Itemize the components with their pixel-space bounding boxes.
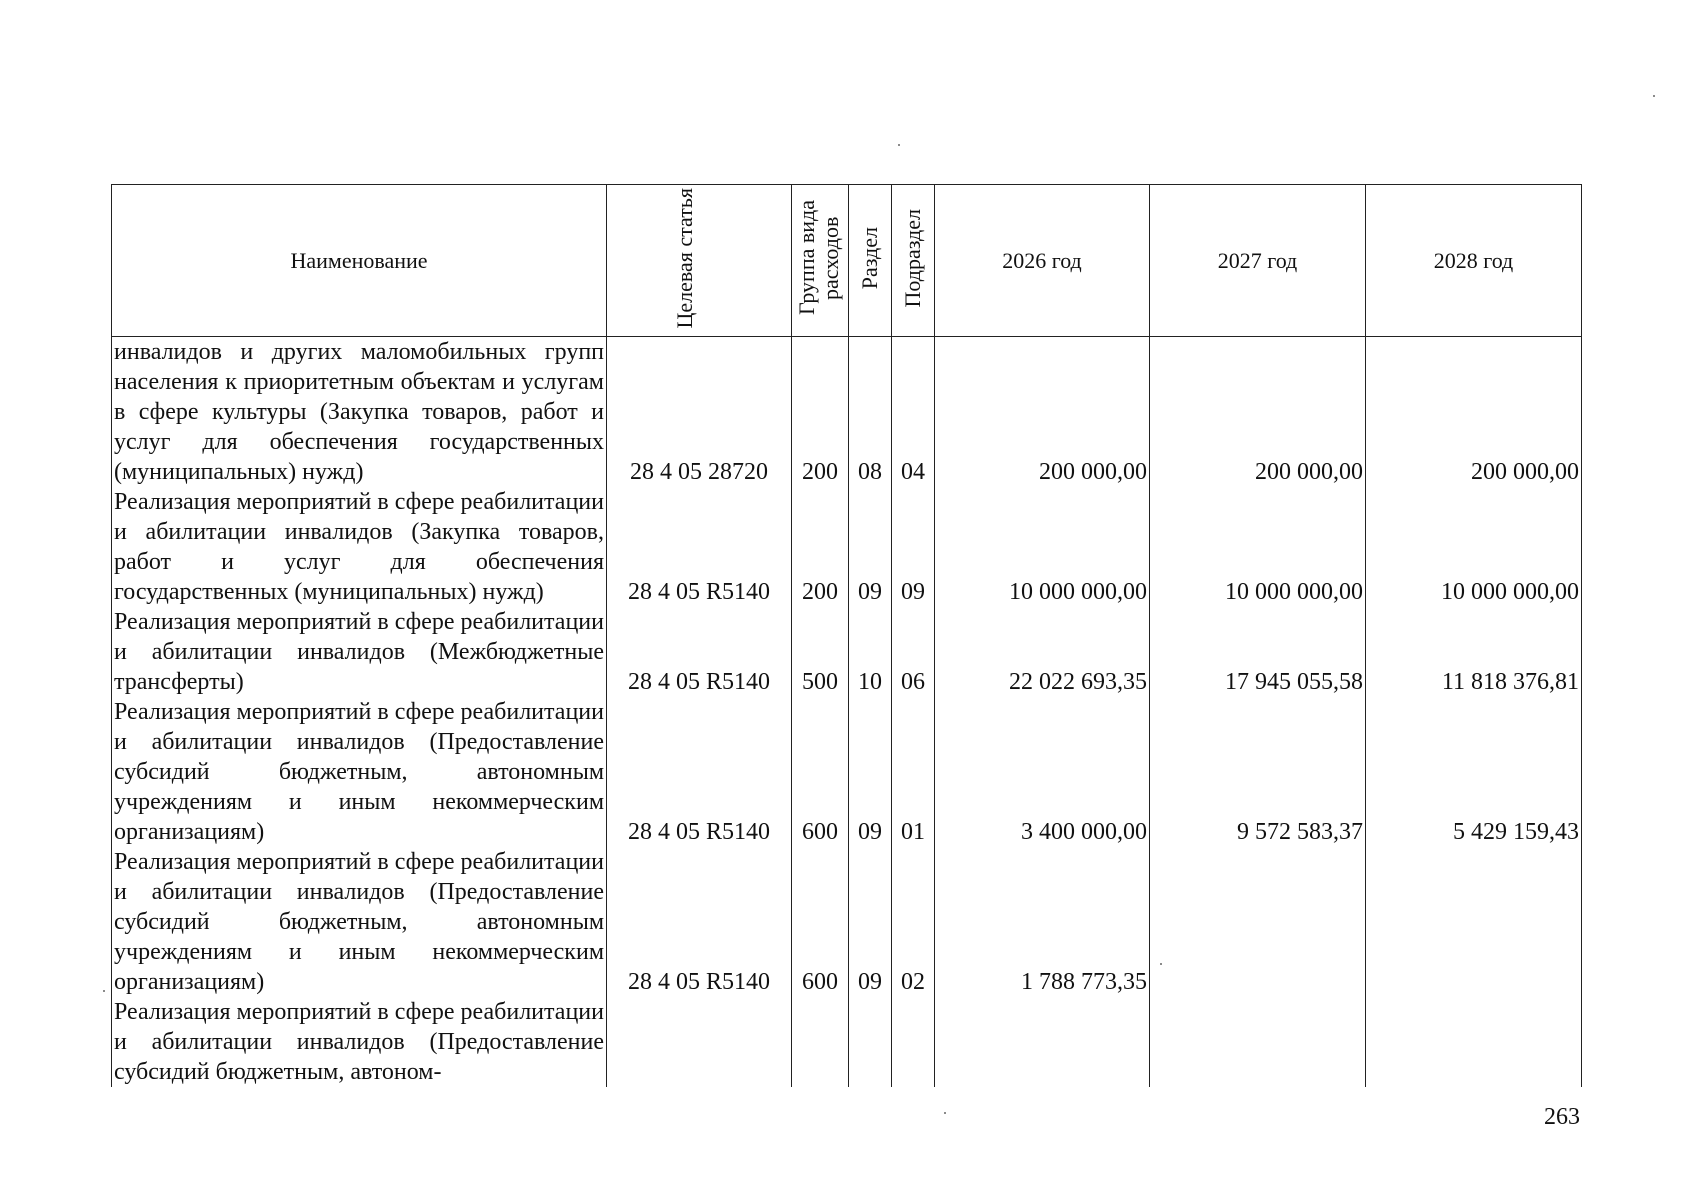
row-section <box>849 997 892 1087</box>
row-group: 500 <box>792 607 849 697</box>
row-2026: 22 022 693,35 <box>935 607 1150 697</box>
row-group: 200 <box>792 487 849 607</box>
table-row <box>112 487 1582 607</box>
budget-table <box>111 184 1582 1087</box>
row-article: 28 4 05 R5140 <box>607 487 792 607</box>
header-subsection: Подраздел <box>892 185 935 337</box>
row-2028: 5 429 159,43 <box>1366 697 1582 847</box>
row-2027: 9 572 583,37 <box>1150 697 1366 847</box>
row-2026: 1 788 773,35 <box>935 847 1150 997</box>
table-row <box>112 607 1582 697</box>
row-section: 09 <box>849 697 892 847</box>
row-group: 200 <box>792 337 849 488</box>
row-2027: 10 000 000,00 <box>1150 487 1366 607</box>
header-year-2026: 2026 год <box>935 185 1150 337</box>
row-subsection: 09 <box>892 487 935 607</box>
row-2027 <box>1150 847 1366 997</box>
row-2027: 17 945 055,58 <box>1150 607 1366 697</box>
row-name: инвалидов и других маломобильных групп населения к приоритетным объектам и услугам в сфере культуры (Закупка товаров, работ и услуг для обеспечения государственных (муниципальных) нужд) <box>112 337 607 488</box>
row-2028 <box>1366 847 1582 997</box>
row-subsection: 02 <box>892 847 935 997</box>
row-name: Реализация мероприятий в сфере реабилитации и абилитации инвалидов (Закупка товаров, работ и услуг для обеспечения государственных (муниципальных) нужд) <box>112 487 607 607</box>
row-article: 28 4 05 R5140 <box>607 607 792 697</box>
scan-speck <box>898 144 900 146</box>
header-name: Наименование <box>112 185 607 337</box>
row-group: 600 <box>792 847 849 997</box>
row-2028 <box>1366 997 1582 1087</box>
row-group <box>792 997 849 1087</box>
row-article: 28 4 05 R5140 <box>607 847 792 997</box>
header-section: Раздел <box>849 185 892 337</box>
header-row <box>112 185 1582 337</box>
row-2026: 200 000,00 <box>935 337 1150 488</box>
row-article <box>607 997 792 1087</box>
row-subsection: 06 <box>892 607 935 697</box>
row-article: 28 4 05 28720 <box>607 337 792 488</box>
row-subsection: 04 <box>892 337 935 488</box>
scan-speck <box>103 990 105 992</box>
row-2028: 10 000 000,00 <box>1366 487 1582 607</box>
row-subsection: 01 <box>892 697 935 847</box>
scan-speck <box>944 1112 946 1114</box>
row-2027 <box>1150 997 1366 1087</box>
row-2026 <box>935 997 1150 1087</box>
row-name: Реализация мероприятий в сфере реабилитации и абилитации инвалидов (Предоставление субсидий бюджетным, автономным учреждениям и иным некоммерческим организациям) <box>112 697 607 847</box>
table-row <box>112 847 1582 997</box>
row-name: Реализация мероприятий в сфере реабилитации и абилитации инвалидов (Межбюджетные трансферты) <box>112 607 607 697</box>
header-expense-group: Группа вида расходов <box>792 185 849 337</box>
row-2027: 200 000,00 <box>1150 337 1366 488</box>
row-section: 09 <box>849 487 892 607</box>
row-2028: 11 818 376,81 <box>1366 607 1582 697</box>
row-2026: 10 000 000,00 <box>935 487 1150 607</box>
row-name: Реализация мероприятий в сфере реабилитации и абилитации инвалидов (Предоставление субсидий бюджетным, автономным учреждениям и иным некоммерческим организациям) <box>112 847 607 997</box>
row-subsection <box>892 997 935 1087</box>
scan-speck <box>1653 95 1655 97</box>
table-row <box>112 997 1582 1087</box>
row-section: 10 <box>849 607 892 697</box>
row-section: 08 <box>849 337 892 488</box>
table-row <box>112 697 1582 847</box>
row-2028: 200 000,00 <box>1366 337 1582 488</box>
page-number: 263 <box>1544 1104 1580 1130</box>
header-year-2027: 2027 год <box>1150 185 1366 337</box>
row-group: 600 <box>792 697 849 847</box>
row-name: Реализация мероприятий в сфере реабилитации и абилитации инвалидов (Предоставление субсидий бюджетным, автоном- <box>112 997 607 1087</box>
row-article: 28 4 05 R5140 <box>607 697 792 847</box>
header-target-article: Целевая статья <box>607 185 792 337</box>
table-row <box>112 337 1582 488</box>
row-2026: 3 400 000,00 <box>935 697 1150 847</box>
scan-speck <box>1160 963 1162 965</box>
row-section: 09 <box>849 847 892 997</box>
header-year-2028: 2028 год <box>1366 185 1582 337</box>
